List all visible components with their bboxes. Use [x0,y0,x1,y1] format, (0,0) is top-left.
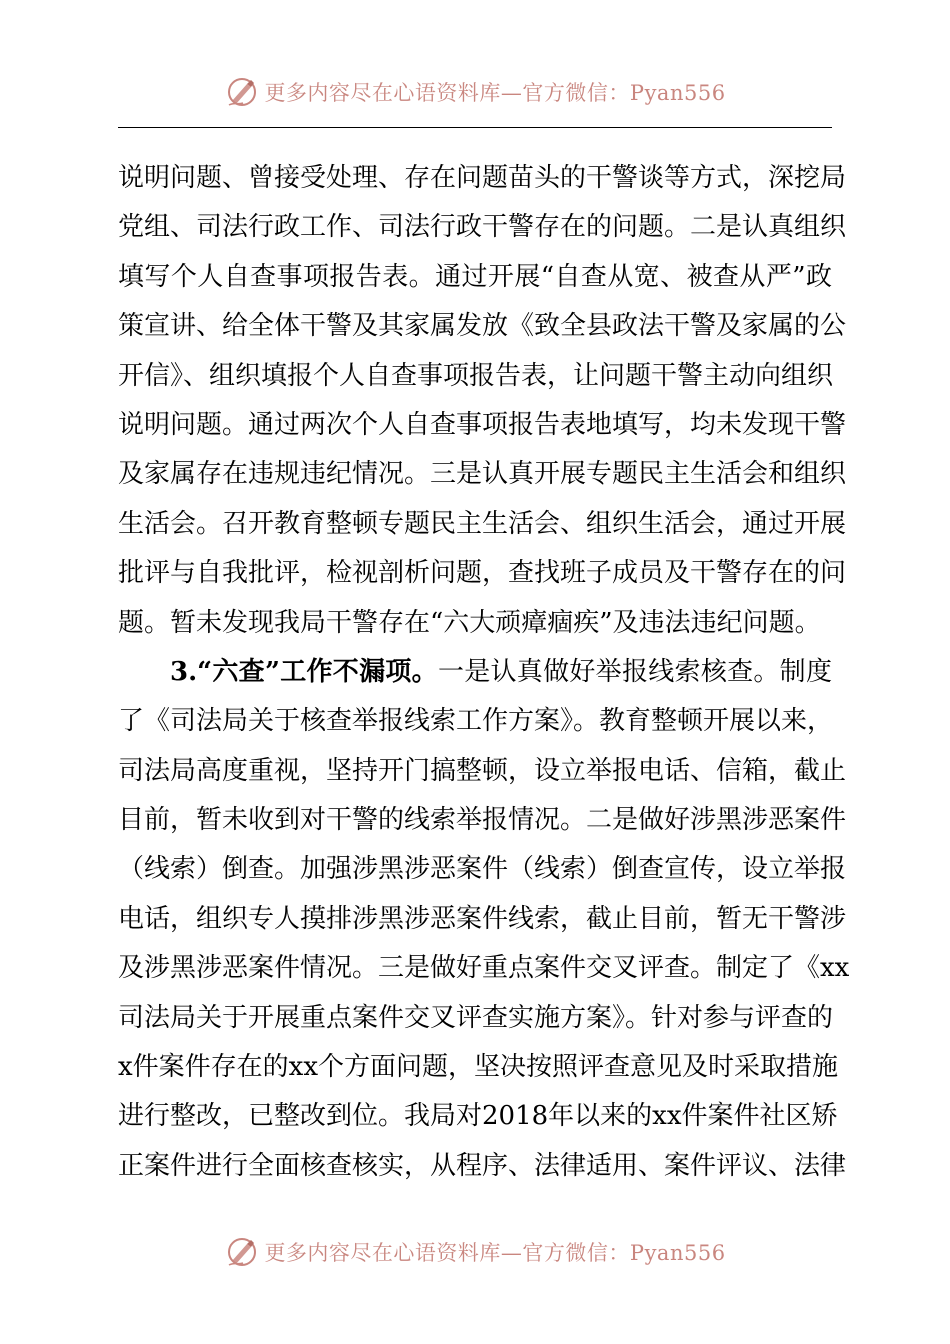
text-line: 党组、司法行政工作、司法行政干警存在的问题。二是认真组织 [118,212,847,243]
watermark-text: 更多内容尽在心语资料库—官方微信：Pyan556 [264,1241,726,1265]
text-line: x件案件存在的xx个方面问题，坚决按照评查意见及时采取措施 [118,1052,838,1083]
text-line: 策宣讲、给全体干警及其家属发放《致全县政法干警及家属的公 [118,311,847,342]
writing-hand-logo-icon [224,74,260,110]
text-line: 生活会。召开教育整顿专题民主生活会、组织生活会，通过开展 [118,508,847,539]
document-body [118,154,850,1191]
text-line: 开信》、组织填报个人自查事项报告表，让问题干警主动向组织 [118,360,834,391]
paragraph-2 [118,648,850,1191]
header-divider [118,127,832,128]
text-line: 进行整改，已整改到位。我局对2018年以来的xx件案件社区矫 [118,1101,838,1132]
paragraph-1 [118,154,847,648]
text-line: 及涉黑涉恶案件情况。三是做好重点案件交叉评查。制定了《xx [118,953,850,984]
watermark-text: 更多内容尽在心语资料库—官方微信：Pyan556 [264,81,726,105]
text-line: 批评与自我批评，检视剖析问题，查找班子成员及干警存在的问 [118,558,847,589]
text-line: 目前，暂未收到对干警的线索举报情况。二是做好涉黑涉恶案件 [118,805,847,836]
text-line: 题。暂未发现我局干警存在“六大顽瘴痼疾”及违法违纪问题。 [118,607,821,638]
text-line: （线索）倒查。加强涉黑涉恶案件（线索）倒查宣传，设立举报 [118,854,847,885]
section-heading-rest: 一是认真做好举报线索核查。制度 [437,656,832,687]
text-line: 说明问题。通过两次个人自查事项报告表地填写，均未发现干警 [118,409,847,440]
footer-watermark [0,1232,950,1272]
text-line: 及家属存在违规违纪情况。三是认真开展专题民主生活会和组织 [118,459,847,490]
text-line: 司法局高度重视，坚持开门搞整顿，设立举报电话、信箱，截止 [118,755,847,786]
writing-hand-logo-icon [224,1234,260,1270]
header-watermark [0,72,950,112]
section-heading: 3.“六查”工作不漏项。 [170,656,438,687]
text-line: 填写个人自查事项报告表。通过开展“自查从宽、被查从严”政 [118,261,832,292]
text-line: 正案件进行全面核查核实，从程序、法律适用、案件评议、法律 [118,1150,847,1181]
text-line: 司法局关于开展重点案件交叉评查实施方案》。针对参与评查的 [118,1002,834,1033]
text-line [118,648,832,697]
text-line: 说明问题、曾接受处理、存在问题苗头的干警谈等方式，深挖局 [118,163,847,193]
text-line: 电话，组织专人摸排涉黑涉恶案件线索，截止目前，暂无干警涉 [118,903,847,934]
text-line: 了《司法局关于核查举报线索工作方案》。教育整顿开展以来， [118,706,834,737]
